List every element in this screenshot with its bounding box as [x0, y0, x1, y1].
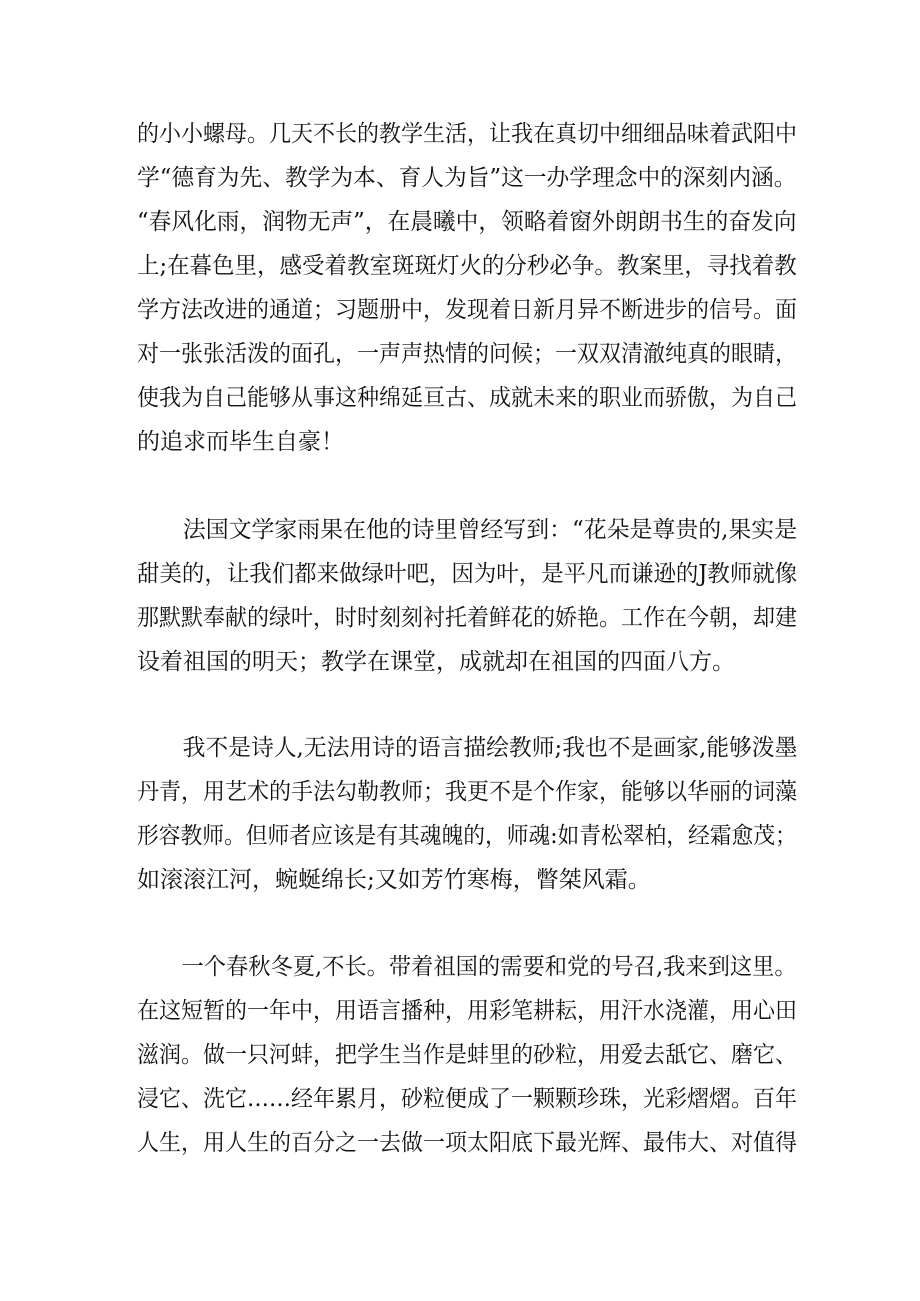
text-line: 对一张张活泼的面孔，一声声热情的问候；一双双清澈纯真的眼睛， [137, 341, 797, 367]
text-line: 滋润。做一只河蚌，把学生当作是蚌里的砂粒，用爱去舐它、磨它、 [137, 1042, 797, 1068]
text-line: 上;在暮色里，感受着教室斑斑灯火的分秒必争。教案里，寻找着教 [137, 253, 797, 279]
paragraph-3 [137, 726, 797, 902]
text-line: 使我为自己能够从事这种绵延亘古、成就未来的职业而骄傲，为自己 [137, 385, 797, 411]
text-line: 我不是诗人,无法用诗的语言描绘教师;我也不是画家,能够泼墨 [137, 735, 798, 761]
paragraph-2 [137, 508, 797, 684]
text-line: 学“德育为先、教学为本、育人为旨”这一办学理念中的深刻内涵。 [137, 165, 797, 191]
text-line: 甜美的，让我们都来做绿叶吧，因为叶，是平凡而谦逊的J教师就像 [137, 561, 798, 587]
text-line: 形容教师。但师者应该是有其魂魄的，师魂:如青松翠柏，经霜愈茂； [137, 823, 797, 849]
paragraph-4 [137, 945, 797, 1165]
text-line: 的小小螺母。几天不长的教学生活，让我在真切中细细品味着武阳中 [137, 121, 797, 147]
paragraph-1 [137, 112, 797, 464]
text-line: 如滚滚江河，蜿蜒绵长;又如芳竹寒梅，瞥桀风霜。 [137, 867, 651, 893]
text-line: 的追求而毕生自豪！ [137, 429, 344, 455]
text-line: 在这短暂的一年中，用语言播种，用彩笔耕耘，用汗水浇灌，用心田 [137, 998, 797, 1024]
text-line: 人生，用人生的百分之一去做一项太阳底下最光辉、最伟大、对值得 [137, 1130, 797, 1156]
text-line: 浸它、洗它……经年累月，砂粒便成了一颗颗珍珠，光彩熠熠。百年 [137, 1086, 797, 1112]
text-line: “春风化雨，润物无声”，在晨曦中，领略着窗外朗朗书生的奋发向 [137, 209, 797, 235]
text-line: 学方法改进的通道；习题册中，发现着日新月异不断进步的信号。面 [137, 297, 797, 323]
text-line: 一个春秋冬夏,不长。带着祖国的需要和党的号召,我来到这里。 [137, 954, 797, 980]
text-line: 那默默奉献的绿叶，时时刻刻衬托着鲜花的娇艳。工作在今朝，却建 [137, 605, 797, 631]
text-line: 法国文学家雨果在他的诗里曾经写到：“花朵是尊贵的,果实是 [137, 517, 798, 543]
text-line: 丹青，用艺术的手法勾勒教师；我更不是个作家，能够以华丽的词藻 [137, 779, 797, 805]
text-line: 设着祖国的明天；教学在课堂，成就却在祖国的四面八方。 [137, 649, 735, 675]
